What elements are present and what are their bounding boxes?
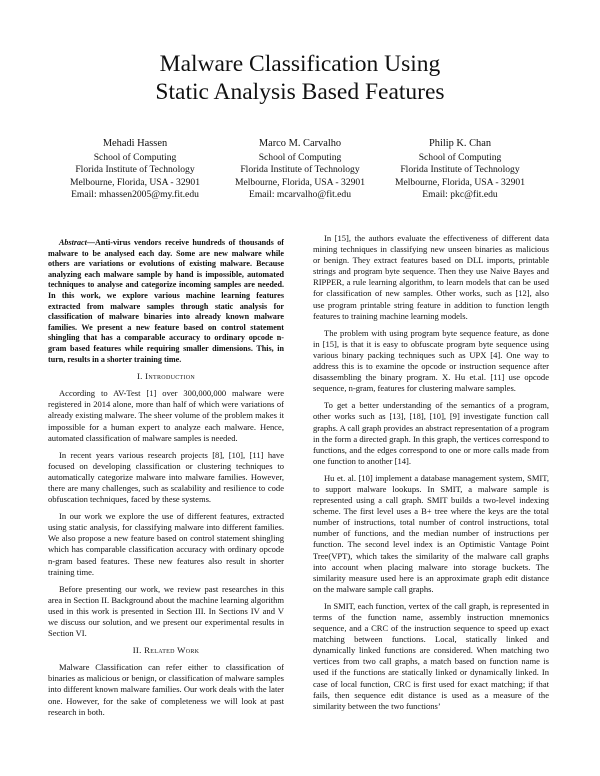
author-location: Melbourne, Florida, USA - 32901 xyxy=(394,176,526,188)
author-institution: Florida Institute of Technology xyxy=(400,164,520,176)
author-name: Marco M. Carvalho xyxy=(258,138,342,149)
paragraph: The problem with using program byte sequence feature, as done in [15], is that it is easy to obfuscate program byte sequence using various binary packing techniques such as UPX [4]. One way to address this is to examine the opcode or instruction sequence after disassembling the binary program. X. Hu et.al. [11] use opcode sequence, n-gram, features for clustering malware samples. xyxy=(313,327,549,394)
author-email: Email: mhassen2005@my.fit.edu xyxy=(71,189,199,201)
author-dept: School of Computing xyxy=(258,151,342,163)
author-3 xyxy=(365,138,555,202)
abstract xyxy=(48,238,284,365)
abstract-text: —Anti-virus vendors receive hundreds of thousands of malware to be analysed each day. Some are new malware while others are variations or evolutions of existing malware. Because analyzing each malware sample by hand is impossible, automated techniques to analyse and categorize incoming samples are needed. In this work, we explore various machine learning features extracted from malware samples through static analysis for classification of malware binaries into already known malware families. We present a new feature based on control statement shingling that has a comparable accuracy to ordinary opcode n-gram based features while requiring smaller dimensions. This, in turn, results in a shorter training time. xyxy=(48,238,284,364)
paragraph: Hu et. al. [10] implement a database management system, SMIT, to support malware lookups. In SMIT, a malware sample is represented using a call graph. SMIT builds a two-level indexing scheme. The first level uses a B+ tree where the keys are the total number of instructions, total number of control instructions, total number of functions, and the median number of instructions per function. The second level index is an Optimistic Vantage Point Tree(VPT), which takes the similarity of the malware call graphs into account when placing malware into storage buckets. The similarity measure used here is an approximate graph edit distance on the malware sample call graphs. xyxy=(313,472,549,594)
author-location: Melbourne, Florida, USA - 32901 xyxy=(69,176,201,188)
paragraph: According to AV-Test [1] over 300,000,000 malware were registered in 2014 alone, more than half of which were variations of already existing malware. The sheer volume of the problem makes it impossible for a human expert to analyze each malware. Hence, automated classification of malware samples is needed. xyxy=(48,388,284,443)
author-institution: Florida Institute of Technology xyxy=(75,164,195,176)
author-institution: Florida Institute of Technology xyxy=(240,164,360,176)
title-line-1: Malware Classification Using xyxy=(159,51,441,77)
author-email: Email: pkc@fit.edu xyxy=(422,189,498,201)
abstract-lead: Abstract xyxy=(59,238,87,247)
title-line-2: Static Analysis Based Features xyxy=(155,79,445,105)
right-column xyxy=(313,233,549,718)
author-1 xyxy=(40,138,230,202)
author-email: Email: mcarvalho@fit.edu xyxy=(248,189,352,201)
paragraph: In our work we explore the use of different features, extracted using static analysis, for classifying malware into different families. We also propose a new feature based on control statement shingling which has comparable classification accuracy with ordinary opcode n-gram based features. These new features also result in shorter training time. xyxy=(48,511,284,577)
paragraph: In recent years various research projects [8], [10], [11] have focused on developing classification or clustering techniques to automatically categorize malware into malware families. However, there are many challenges, such as scalability and resilience to code obfuscation techniques, faced by these systems. xyxy=(48,449,284,505)
section-heading-introduction: I. Introduction xyxy=(136,371,196,382)
author-dept: School of Computing xyxy=(418,151,502,163)
paper-title xyxy=(0,50,600,106)
author-location: Melbourne, Florida, USA - 32901 xyxy=(234,176,366,188)
section-heading-related-work: II. Related Work xyxy=(132,645,200,656)
paragraph: To get a better understanding of the semantics of a program, other works such as [13], [18], [10], [9] investigate function call graphs. A call graph provides an abstract representation of a program in the form a directed graph. In this graph, the vertices correspond to functions, and the edges correspond to one or more calls made from one function to another [14]. xyxy=(313,400,549,466)
paragraph: In [15], the authors evaluate the effectiveness of different data mining techniques in classifying new unseen binaries as malicious or benign. They extract features based on DLL imports, printable strings and program byte sequence. Then they use Naive Bayes and RIPPER, a rule learning algorithm, to learn models that can be used for classification of new samples. Other works, such as [12], also use program printable string feature in addition to function length features to training machine learning models. xyxy=(313,233,549,321)
paragraph: In SMIT, each function, vertex of the call graph, is represented in terms of the function name, assembly instruction mnemonics sequence, and a CRC of the instruction sequence to speed up exact matching between functions. Local, statically linked and dynamically linked functions are considered. When matching two vertices from two call graphs, a match based on function name is used if the functions are statically linked or dynamically linked. In case of local function, CRC is first used for exact matching; if that fails, then sequence edit distance is used as a measure of the similarity between the two functions’ xyxy=(313,600,549,711)
author-dept: School of Computing xyxy=(93,151,177,163)
author-name: Philip K. Chan xyxy=(428,138,492,149)
left-column xyxy=(48,238,284,724)
author-name: Mehadi Hassen xyxy=(102,138,168,149)
paragraph: Malware Classification can refer either to classification of binaries as malicious or benign, or classification of malware samples into different known malware families. Our work deals with the later one. However, for the sake of completeness we will look at past research in both. xyxy=(48,662,284,717)
paragraph: Before presenting our work, we review past researches in this area in Section II. Background about the machine learning algorithm used in this work is presented in Section III. In Sections IV and V we discuss our solution, and we present our experimental results in Section VI. xyxy=(48,583,284,639)
